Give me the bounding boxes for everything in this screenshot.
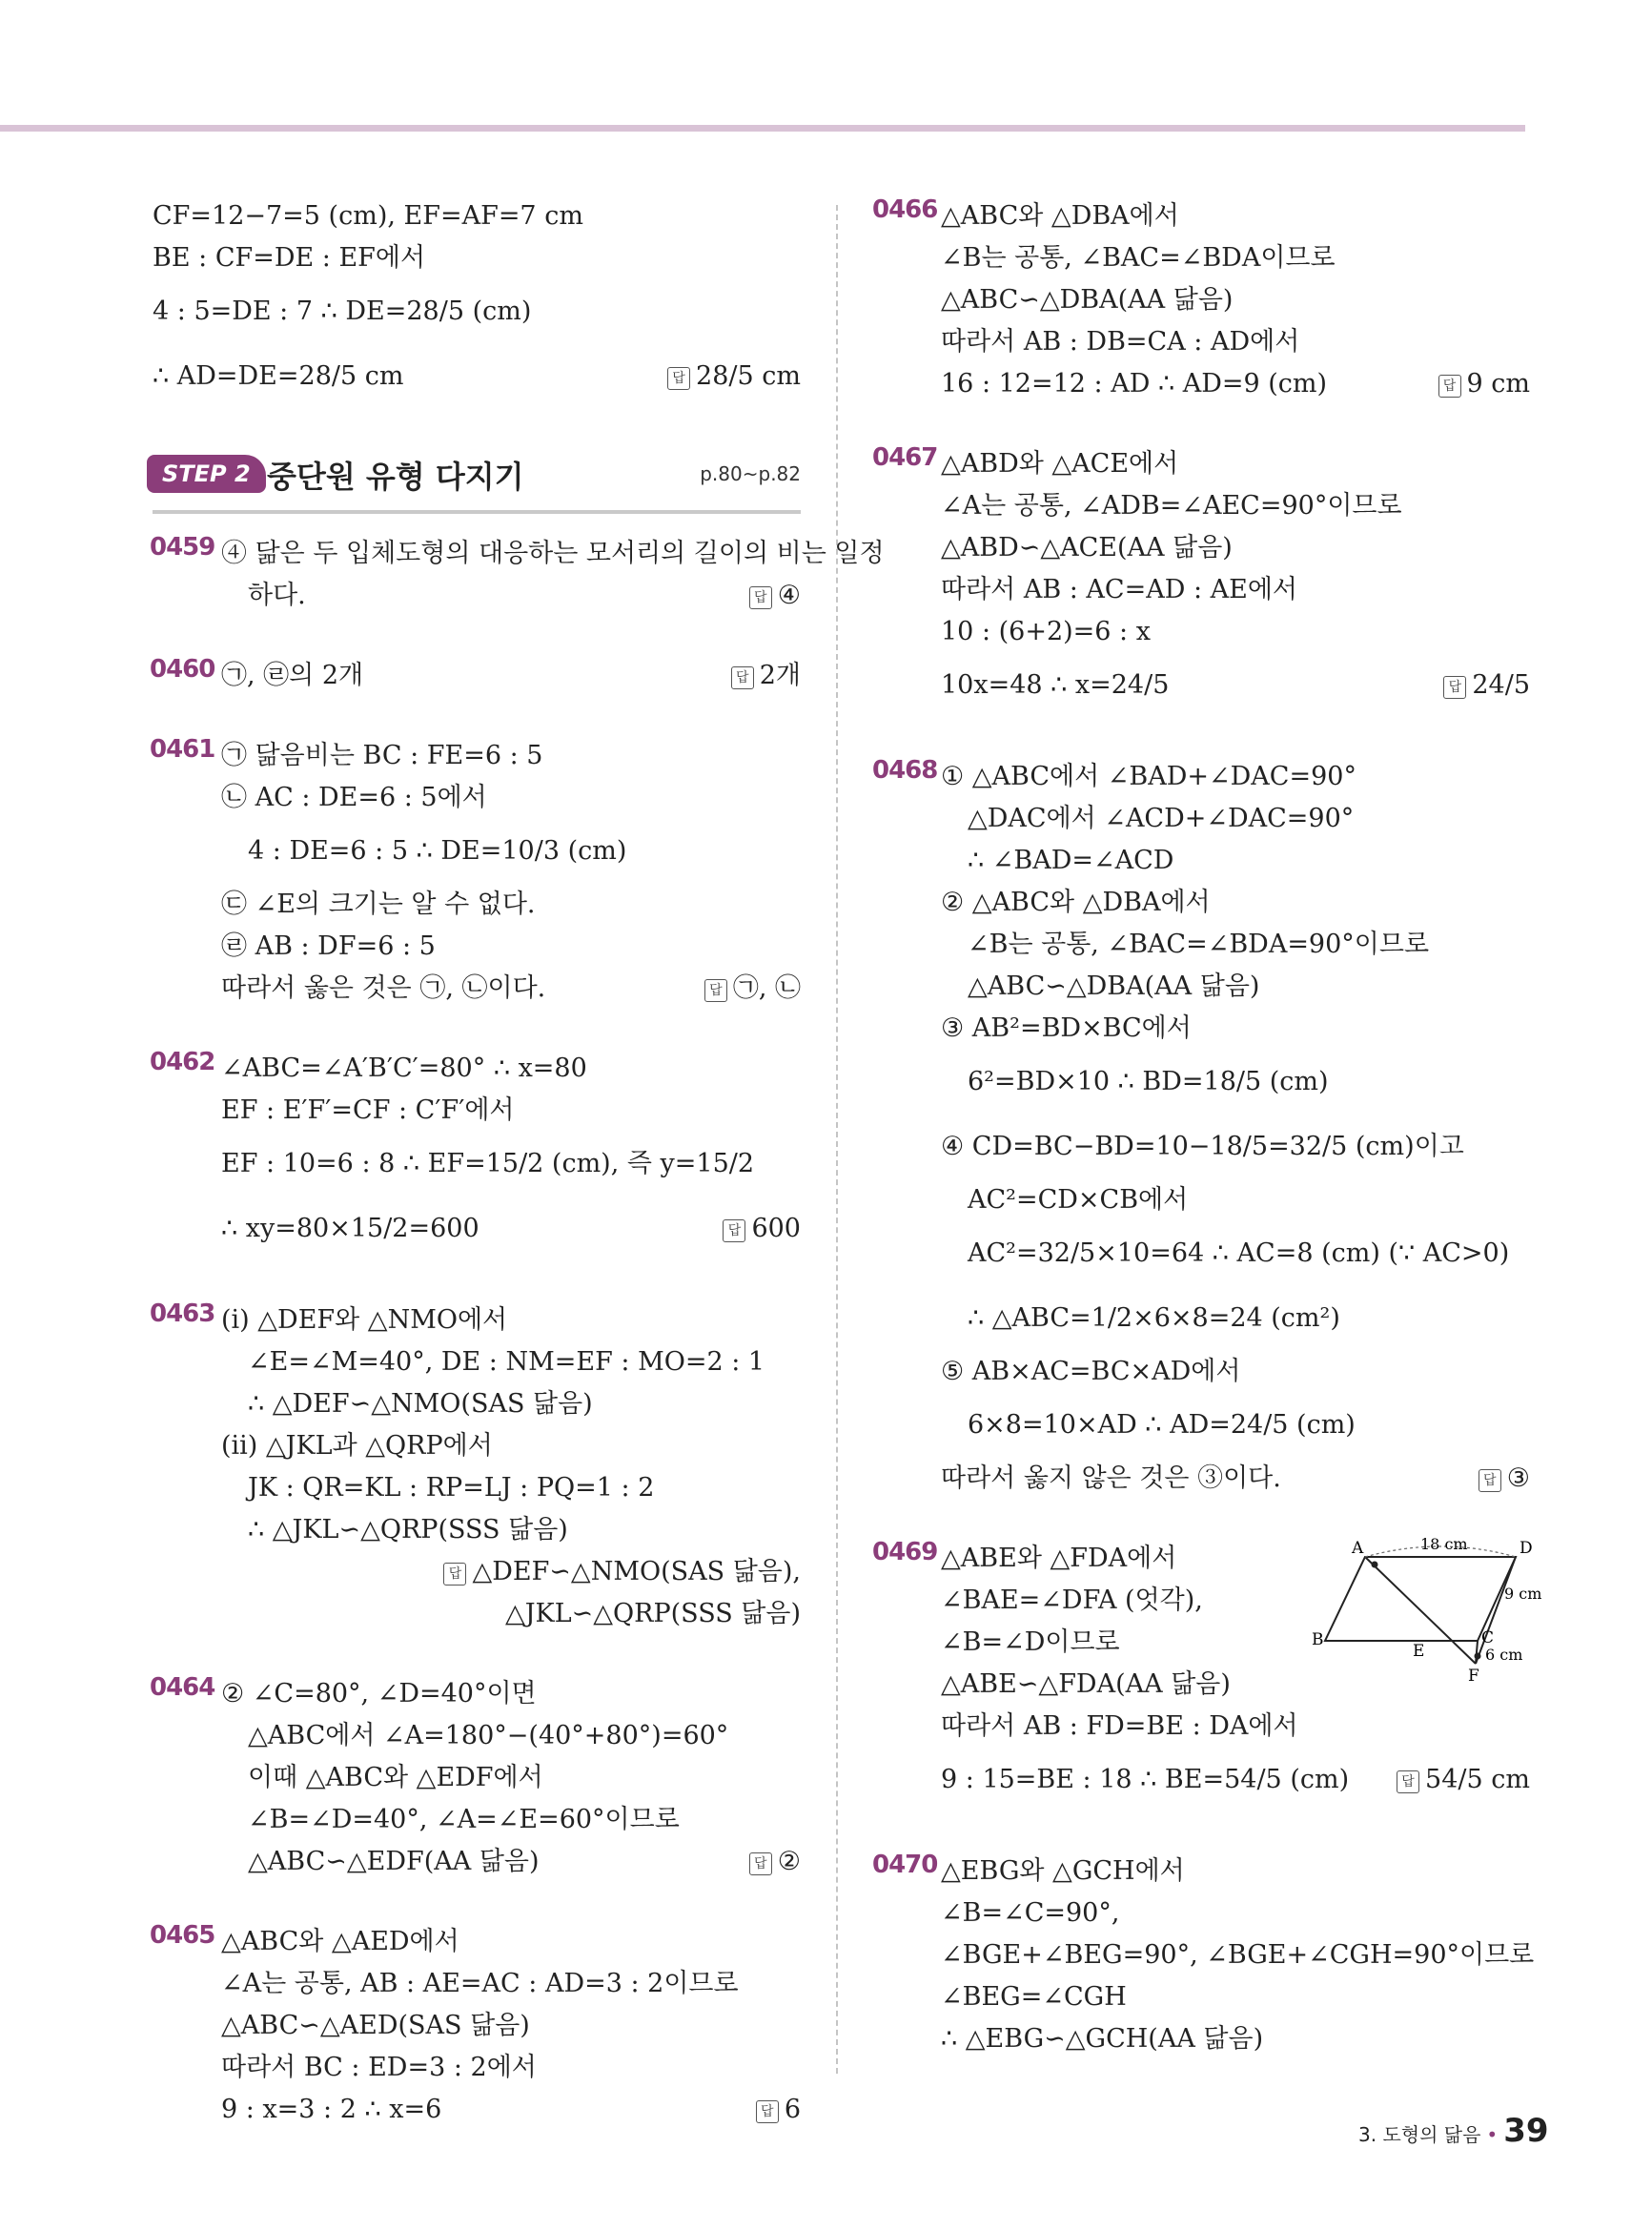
solution-line: 4 : 5=DE : 7 ∴ DE=28/5 (cm): [153, 297, 532, 326]
solution-line: △ABD∽△ACE(AA 닮음): [941, 533, 1233, 563]
solution-line: ∠BAE=∠DFA (엇각),: [941, 1586, 1203, 1615]
solution-line: AC²=32/5×10=64 ∴ AC=8 (cm) (∵ AC>0): [968, 1238, 1510, 1268]
solution-line: ∠ABC=∠A′B′C′=80° ∴ x=80: [221, 1054, 587, 1083]
answer-mark-icon: 답: [756, 2100, 779, 2123]
solution-line: 4 : DE=6 : 5 ∴ DE=10/3 (cm): [248, 836, 627, 866]
solution-line: △ABC에서 ∠A=180°−(40°+80°)=60°: [248, 1721, 729, 1750]
solution-line: ㉣ AB : DF=6 : 5: [221, 931, 436, 961]
solution-line: EF : E′F′=CF : C′F′에서: [221, 1095, 515, 1125]
solution-line: △EBG와 △GCH에서: [941, 1856, 1185, 1886]
solution-line: ㉡ AC : DE=6 : 5에서: [221, 783, 487, 812]
step-underline: [153, 510, 801, 514]
solution-line: △ABC와 △AED에서: [221, 1927, 459, 1956]
solution-line: 이때 △ABC와 △EDF에서: [248, 1763, 543, 1792]
solution-line: △DAC에서 ∠ACD+∠DAC=90°: [968, 804, 1355, 833]
solution-line: 9 : x=3 : 2 ∴ x=6: [221, 2095, 442, 2124]
solution-line: △ABC∽△DBA(AA 닮음): [941, 285, 1234, 315]
bullet-icon: •: [1486, 2123, 1499, 2146]
answer: 답 54/5 cm: [1397, 1748, 1530, 1812]
point-label-c: C: [1481, 1628, 1495, 1647]
solution-line: ∴ AD=DE=28/5 cm: [153, 361, 404, 391]
right-column: [872, 195, 1542, 2098]
solution-line: ㉢ ∠E의 크기는 알 수 없다.: [221, 890, 536, 919]
solution-line: ① △ABC에서 ∠BAD+∠DAC=90°: [941, 762, 1356, 791]
answer: 답 28/5 cm: [667, 344, 801, 409]
answer-mark-icon: 답: [667, 367, 690, 390]
solution-line: ∠B는 공통, ∠BAC=∠BDA이므로: [941, 243, 1336, 273]
solution-line: ∴ △ABC=1/2×6×8=24 (cm²): [968, 1303, 1340, 1333]
solution-line: △ABE∽△FDA(AA 닮음): [941, 1669, 1231, 1699]
answer-mark-icon: 답: [443, 1563, 466, 1586]
problem-number: 0463: [150, 1299, 215, 1328]
solution-line: 따라서 AB : DB=CA : AD에서: [941, 327, 1300, 357]
solution-line: (ⅰ) △DEF와 △NMO에서: [221, 1305, 508, 1335]
step-badge: STEP 2: [147, 455, 266, 493]
problem-0463: [150, 1299, 801, 1635]
problem-0468: [872, 756, 1530, 1500]
solution-line: AC²=CD×CB에서: [968, 1185, 1189, 1215]
solution-line: ∴ △DEF∽△NMO(SAS 닮음): [248, 1389, 593, 1419]
problem-number: 0462: [150, 1048, 215, 1076]
solution-line: △ABC∽△DBA(AA 닮음): [968, 972, 1260, 1001]
answer-mark-icon: 답: [1443, 676, 1466, 699]
solution-line: ② △ABC와 △DBA에서: [941, 888, 1211, 917]
solution-line: ㉠ 닮음비는 BC : FE=6 : 5: [221, 741, 543, 770]
solution-line: (ⅱ) △JKL과 △QRP에서: [221, 1431, 493, 1461]
solution-line: 따라서 AB : AC=AD : AE에서: [941, 575, 1297, 604]
point-label-f: F: [1468, 1667, 1479, 1686]
solution-line: ② ∠C=80°, ∠D=40°이면: [221, 1679, 537, 1708]
answer: 답 2개: [731, 655, 801, 697]
point-label-b: B: [1312, 1630, 1324, 1649]
solution-line: △ABC∽△AED(SAS 닮음): [221, 2011, 530, 2040]
problem-0469: [872, 1535, 1542, 1812]
top-color-bar: [0, 125, 1525, 132]
answer: 답 ②: [749, 1841, 801, 1883]
solution-line: ㉠, ㉣의 2개: [221, 661, 364, 690]
answer: 답 ③: [1479, 1458, 1530, 1500]
label-9cm: 9 cm: [1504, 1585, 1542, 1603]
answer-continued: △JKL∽△QRP(SSS 닮음): [504, 1599, 801, 1628]
problem-0470: [872, 1851, 1535, 2060]
solution-line: 10 : (6+2)=6 : x: [941, 617, 1151, 646]
solution-line: ∴ ∠BAD=∠ACD: [968, 846, 1174, 875]
solution-line: 6²=BD×10 ∴ BD=18/5 (cm): [968, 1067, 1329, 1096]
answer: 답 ㉠, ㉡: [704, 968, 801, 1010]
solution-line: 9 : 15=BE : 18 ∴ BE=54/5 (cm): [941, 1765, 1350, 1794]
problem-number: 0470: [872, 1851, 938, 1879]
answer-mark-icon: 답: [1479, 1469, 1501, 1492]
answer-mark-icon: 답: [731, 666, 754, 689]
solution-line: ∠BGE+∠BEG=90°, ∠BGE+∠CGH=90°이므로: [941, 1940, 1535, 1970]
answer: 답 ④: [749, 575, 801, 617]
solution-line: △ABC∽△EDF(AA 닮음): [248, 1847, 540, 1876]
point-label-e: E: [1413, 1642, 1425, 1661]
solution-line: △ABC와 △DBA에서: [941, 201, 1179, 231]
solution-line: ∠B=∠D=40°, ∠A=∠E=60°이므로: [248, 1805, 680, 1834]
solution-line: 10x=48 ∴ x=24/5: [941, 670, 1170, 700]
label-18cm: 18 cm: [1420, 1535, 1468, 1553]
problem-number: 0465: [150, 1921, 215, 1950]
answer: 답 6: [756, 2089, 801, 2131]
solution-line: ④ CD=BC−BD=10−18/5=32/5 (cm)이고: [941, 1132, 1464, 1161]
solution-line: ∠A는 공통, AB : AE=AC : AD=3 : 2이므로: [221, 1969, 739, 1998]
solution-line: 따라서 AB : FD=BE : DA에서: [941, 1711, 1298, 1741]
column-divider: [836, 205, 838, 2074]
solution-line: ∴ xy=80×15/2=600: [221, 1214, 479, 1243]
step-title: 중단원 유형 다지기: [267, 459, 524, 495]
solution-line: 16 : 12=12 : AD ∴ AD=9 (cm): [941, 369, 1328, 399]
solution-line: ∠B=∠D이므로: [941, 1627, 1120, 1657]
point-label-d: D: [1519, 1539, 1533, 1558]
solution-line: ∠BEG=∠CGH: [941, 1982, 1127, 2012]
answer: 답 600: [723, 1197, 801, 1261]
solution-line: ③ AB²=BD×BC에서: [941, 1013, 1192, 1043]
answer-mark-icon: 답: [704, 979, 727, 1002]
answer-mark-icon: 답: [749, 1852, 772, 1875]
problem-number: 0467: [872, 443, 938, 472]
solution-line: ④ 닮은 두 입체도형의 대응하는 모서리의 길이의 비는 일정: [221, 539, 885, 568]
answer: 답 9 cm: [1438, 363, 1531, 405]
solution-line: 따라서 BC : ED=3 : 2에서: [221, 2053, 537, 2082]
left-column: [150, 195, 885, 2169]
solution-line: 따라서 옳은 것은 ㉠, ㉡이다.: [221, 973, 546, 1003]
step-header: [153, 447, 801, 514]
answer-mark-icon: 답: [1397, 1770, 1419, 1793]
problem-0462: [150, 1048, 801, 1261]
problem-number: 0459: [150, 533, 215, 562]
solution-line: ⑤ AB×AC=BC×AD에서: [941, 1357, 1241, 1386]
answer: 답 △DEF∽△NMO(SAS 닮음),: [153, 1551, 801, 1593]
solution-line: 따라서 옳지 않은 것은 ③이다.: [941, 1463, 1281, 1493]
problem-0460: [150, 655, 801, 697]
problem-number: 0466: [872, 195, 938, 224]
solution-line: ∠A는 공통, ∠ADB=∠AEC=90°이므로: [941, 491, 1402, 521]
problem-0467: [872, 443, 1530, 718]
problem-0461: [150, 735, 801, 1010]
problem-number: 0461: [150, 735, 215, 764]
problem-number: 0464: [150, 1673, 215, 1702]
problem-number: 0460: [150, 655, 215, 684]
solution-line: CF=12−7=5 (cm), EF=AF=7 cm: [153, 201, 583, 231]
solution-line: ∴ △EBG∽△GCH(AA 닮음): [941, 2024, 1264, 2054]
problem-number: 0468: [872, 756, 938, 785]
solution-line: JK : QR=KL : RP=LJ : PQ=1 : 2: [248, 1473, 655, 1503]
problem-0466: [872, 195, 1530, 405]
label-6cm: 6 cm: [1485, 1646, 1523, 1664]
problem-0464: [150, 1673, 801, 1883]
answer-mark-icon: 답: [749, 586, 772, 609]
continued-solution: [153, 195, 801, 409]
solution-line: △ABE와 △FDA에서: [941, 1544, 1177, 1573]
point-label-a: A: [1352, 1539, 1364, 1558]
problem-number: 0469: [872, 1538, 938, 1566]
chapter-title: 3. 도형의 닮음: [1358, 2123, 1481, 2146]
problem-0459: [150, 533, 885, 617]
solution-line: ∠B는 공통, ∠BAC=∠BDA=90°이므로: [968, 930, 1430, 959]
answer-mark-icon: 답: [1438, 375, 1461, 398]
problem-0465: [150, 1921, 801, 2131]
solution-line: EF : 10=6 : 8 ∴ EF=15/2 (cm), 즉 y=15/2: [221, 1149, 755, 1178]
solution-line: BE : CF=DE : EF에서: [153, 243, 426, 273]
answer-mark-icon: 답: [723, 1219, 745, 1242]
answer: 답 24/5: [1443, 653, 1530, 718]
solution-line: ∠E=∠M=40°, DE : NM=EF : MO=2 : 1: [248, 1347, 765, 1377]
solution-line: 하다.: [248, 581, 306, 610]
page-number: 39: [1503, 2112, 1549, 2150]
solution-line: △ABD와 △ACE에서: [941, 449, 1179, 479]
page-range: p.80~p.82: [700, 462, 801, 485]
solution-line: ∠B=∠C=90°,: [941, 1898, 1120, 1928]
page-footer: [1358, 2112, 1549, 2150]
solution-line: 6×8=10×AD ∴ AD=24/5 (cm): [968, 1410, 1356, 1440]
solution-line: ∴ △JKL∽△QRP(SSS 닮음): [248, 1515, 568, 1545]
